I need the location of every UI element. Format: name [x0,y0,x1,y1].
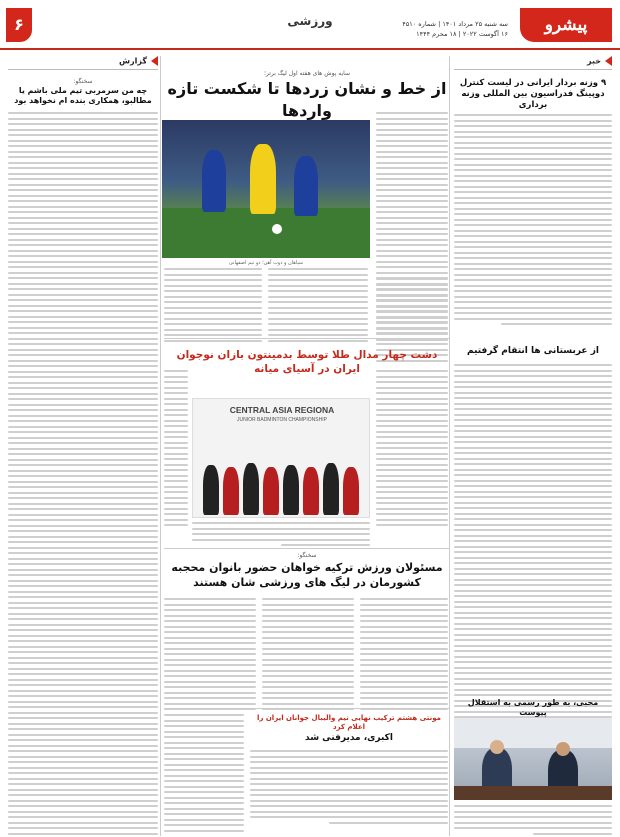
story-body [454,114,612,329]
column-divider [160,56,161,836]
brand-logo [520,8,612,42]
badminton-body-1 [376,370,448,530]
section-head-label: گزارش [118,56,147,66]
badminton-caption [192,522,370,550]
issue-date-line: سه شنبه ۲۵ مرداد ۱۴۰۱ | شماره ۴۵۱۰ [402,20,508,28]
player-blue [294,156,318,216]
masthead [0,0,620,50]
player-yellow [250,144,276,214]
team-group [193,457,369,517]
main-headline: از خط و نشان زردها تا شکست تازه واردها [167,79,447,120]
main-body-col3 [268,268,368,345]
badminton-team-photo [192,398,370,518]
triangle-icon [605,56,612,66]
main-body-col4 [376,278,448,344]
story-headline: ۹ وزنه بردار ایرانی در لیست کنترل دوپینگ فدراسیون بین المللی وزنه برداری [459,78,607,110]
volleyball-subheadline: اکبری، مدیرفنی شد [305,733,393,743]
press-conference-photo [454,718,612,800]
main-kicker: سایه پوش های هفته اول لیگ برتر؛ [264,70,350,77]
story-headline-3: محبی، به طور رسمی به استقلال پیوست [467,698,599,717]
divider [164,548,450,549]
banner-subtitle: JUNIOR BADMINTON CHAMPIONSHIP [237,417,327,423]
section-head-report [8,56,158,70]
banner-backdrop [454,718,612,748]
turkey-headline: مسئولان ورزش ترکیه خواهان حضور بانوان محجبه کشورمان در لیگ های ورزشی شان هستند [171,561,443,589]
table [454,786,612,800]
ball [272,224,282,234]
page-number: ۶ [6,8,32,42]
badminton-headline: دشت چهار مدال طلا توسط بدمینتون بازان نوجوان ایران در آسیای میانه [176,349,438,375]
divider [164,338,450,339]
story-body-2 [454,364,612,738]
person-head [556,742,570,756]
section-title: ورزشی [287,14,333,28]
left-kicker: سخنگو: [73,78,93,85]
section-head-label: خبر [586,56,601,66]
section-head-news [454,56,612,70]
volleyball-headline: مونتی هشتم ترکیب نهایی تیم والیبال جوانان ایران را اعلام کرد [256,714,442,731]
side-body [164,714,244,835]
player-blue [202,150,226,212]
turkey-body-3 [360,598,448,714]
story-body-3 [454,805,612,837]
triangle-icon [151,56,158,66]
left-headline: چه من سرمربی تیم ملی باشم یا مطالبو، همکاری بنده ام نخواهد بود [14,86,152,105]
turkey-body-2 [262,598,354,714]
pitch [162,208,370,258]
turkey-kicker: سخنگو: [297,552,317,559]
banner-title: CENTRAL ASIA REGIONA [229,405,335,415]
brand-name: پیشرو [544,15,588,35]
volleyball-body [250,750,448,827]
person-head [490,740,504,754]
divider [164,708,450,709]
issue-date-line-2: ۱۶ آگوست ۲۰۲۲ | ۱۸ محرم ۱۴۴۴ [416,30,508,38]
football-match-photo [162,120,370,258]
main-body-col2 [164,268,262,345]
badminton-body-2 [164,370,188,530]
photo-caption: سپاهان و ذوب آهن؛ دو تیم اصفهانی [228,260,304,266]
column-divider [449,56,450,836]
turkey-body-1 [164,598,256,714]
left-body [8,112,158,837]
story-headline-2: از عربستانی ها انتقام گرفتیم [467,346,599,356]
